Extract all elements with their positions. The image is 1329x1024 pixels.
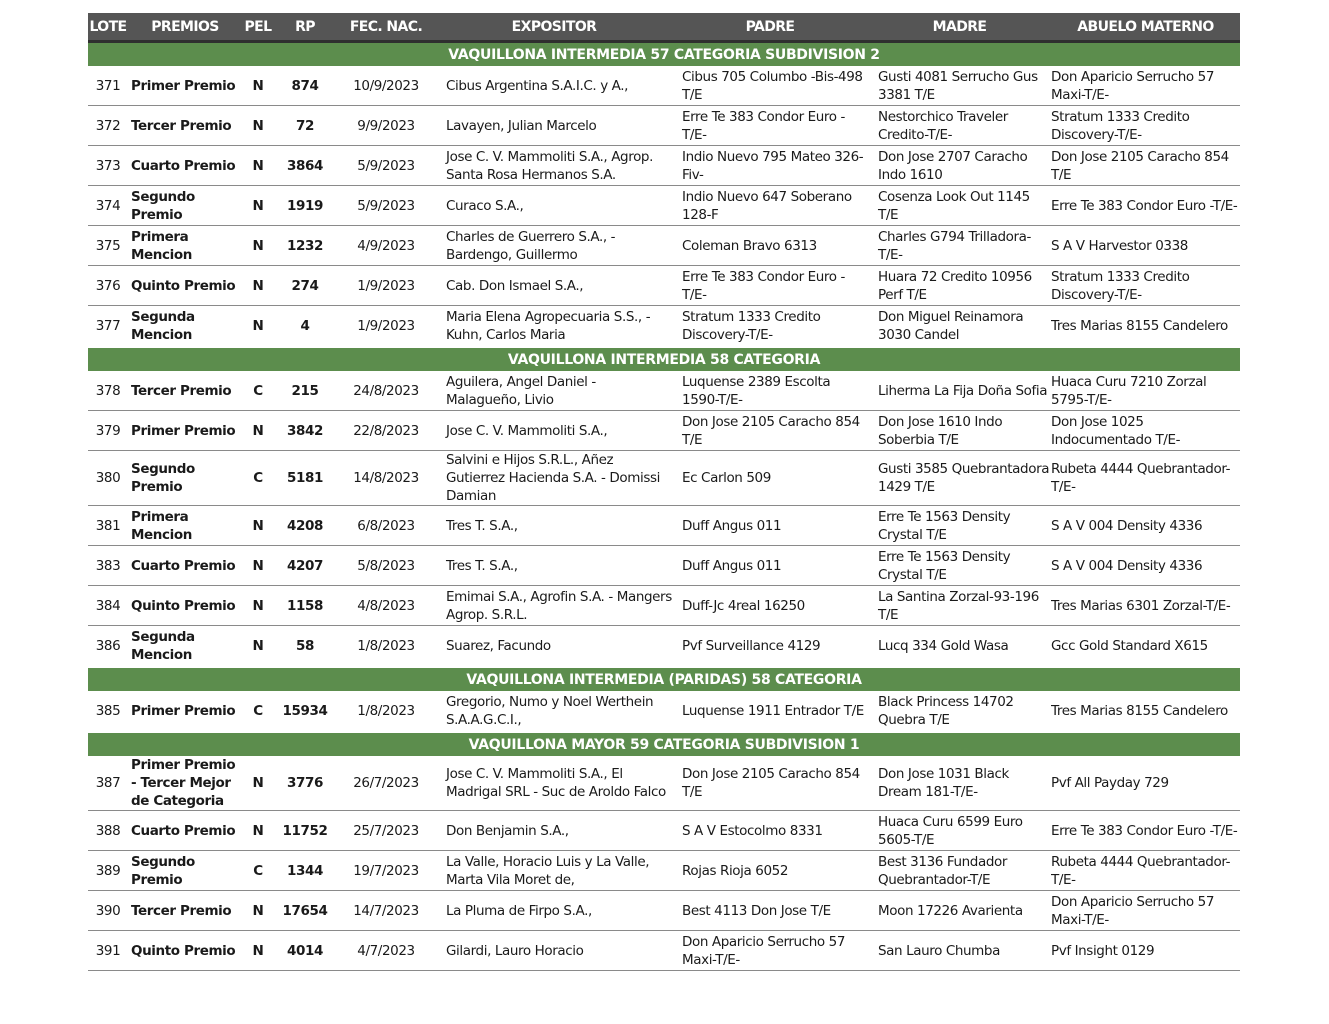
rp-cell: 17654 [274, 891, 336, 931]
abuelo-materno-cell: Erre Te 383 Condor Euro -T/E- [1051, 811, 1240, 851]
premio-cell: Tercer Premio [128, 106, 242, 146]
section-header-row [88, 732, 1240, 757]
fecha-nacimiento-cell: 25/7/2023 [336, 811, 436, 851]
padre-cell: Rojas Rioja 6052 [672, 851, 868, 891]
rp-cell: 274 [274, 266, 336, 306]
pel-cell: N [242, 306, 274, 347]
expositor-cell: Cibus Argentina S.A.I.C. y A., [436, 66, 672, 106]
lote-cell: 373 [88, 146, 128, 186]
padre-cell: Stratum 1333 Credito Discovery-T/E- [672, 306, 868, 347]
pel-cell: N [242, 106, 274, 146]
rp-cell: 15934 [274, 691, 336, 732]
pel-cell: N [242, 626, 274, 667]
lote-cell: 378 [88, 371, 128, 411]
abuelo-materno-cell: S A V 004 Density 4336 [1051, 506, 1240, 546]
pel-cell: N [242, 66, 274, 106]
padre-cell: Luquense 1911 Entrador T/E [672, 691, 868, 732]
madre-cell: Gusti 3585 Quebrantadora 1429 T/E [868, 451, 1051, 506]
expositor-cell: Aguilera, Angel Daniel - Malagueño, Livio [436, 371, 672, 411]
abuelo-materno-cell: Stratum 1333 Credito Discovery-T/E- [1051, 266, 1240, 306]
header-abuelo-materno[interactable]: ABUELO MATERNO [1051, 13, 1240, 42]
table-row[interactable] [88, 266, 1240, 306]
rp-cell: 4014 [274, 931, 336, 971]
rp-cell: 1344 [274, 851, 336, 891]
pel-cell: N [242, 931, 274, 971]
header-padre[interactable]: PADRE [672, 13, 868, 42]
header-lote[interactable]: LOTE [88, 13, 128, 42]
rp-cell: 3842 [274, 411, 336, 451]
rp-cell: 3776 [274, 756, 336, 811]
table-row[interactable] [88, 811, 1240, 851]
expositor-cell: Cab. Don Ismael S.A., [436, 266, 672, 306]
madre-cell: Don Jose 1610 Indo Soberbia T/E [868, 411, 1051, 451]
padre-cell: Erre Te 383 Condor Euro -T/E- [672, 106, 868, 146]
padre-cell: Cibus 705 Columbo -Bis-498 T/E [672, 66, 868, 106]
expositor-cell: Tres T. S.A., [436, 506, 672, 546]
lote-cell: 387 [88, 756, 128, 811]
madre-cell: Nestorchico Traveler Credito-T/E- [868, 106, 1051, 146]
padre-cell: Duff-Jc 4real 16250 [672, 586, 868, 626]
premio-cell: Primer Premio [128, 411, 242, 451]
premio-cell: Cuarto Premio [128, 811, 242, 851]
premio-cell: Primer Premio [128, 66, 242, 106]
rp-cell: 1919 [274, 186, 336, 226]
abuelo-materno-cell: S A V Harvestor 0338 [1051, 226, 1240, 266]
rp-cell: 72 [274, 106, 336, 146]
table-row[interactable] [88, 451, 1240, 506]
premio-cell: Primera Mencion [128, 226, 242, 266]
padre-cell: Erre Te 383 Condor Euro -T/E- [672, 266, 868, 306]
premio-cell: Primera Mencion [128, 506, 242, 546]
padre-cell: Ec Carlon 509 [672, 451, 868, 506]
section-title: VAQUILLONA INTERMEDIA 57 CATEGORIA SUBDIVISION 2 [88, 42, 1240, 67]
rp-cell: 1232 [274, 226, 336, 266]
expositor-cell: La Pluma de Firpo S.A., [436, 891, 672, 931]
expositor-cell: Gregorio, Numo y Noel Werthein S.A.A.G.C.I., [436, 691, 672, 732]
lote-cell: 385 [88, 691, 128, 732]
premio-cell: Quinto Premio [128, 931, 242, 971]
madre-cell: Don Jose 1031 Black Dream 181-T/E- [868, 756, 1051, 811]
abuelo-materno-cell: Stratum 1333 Credito Discovery-T/E- [1051, 106, 1240, 146]
expositor-cell: Suarez, Facundo [436, 626, 672, 667]
fecha-nacimiento-cell: 4/8/2023 [336, 586, 436, 626]
table-row[interactable] [88, 506, 1240, 546]
table-body [88, 42, 1240, 971]
premio-cell: Cuarto Premio [128, 546, 242, 586]
rp-cell: 4207 [274, 546, 336, 586]
expositor-cell: Emimai S.A., Agrofin S.A. - Mangers Agrop. S.R.L. [436, 586, 672, 626]
abuelo-materno-cell: Don Aparicio Serrucho 57 Maxi-T/E- [1051, 891, 1240, 931]
padre-cell: S A V Estocolmo 8331 [672, 811, 868, 851]
fecha-nacimiento-cell: 24/8/2023 [336, 371, 436, 411]
madre-cell: Don Miguel Reinamora 3030 Candel [868, 306, 1051, 347]
header-row [88, 13, 1240, 42]
header-madre[interactable]: MADRE [868, 13, 1051, 42]
lote-cell: 380 [88, 451, 128, 506]
lote-cell: 371 [88, 66, 128, 106]
fecha-nacimiento-cell: 5/8/2023 [336, 546, 436, 586]
table-row[interactable] [88, 146, 1240, 186]
fecha-nacimiento-cell: 26/7/2023 [336, 756, 436, 811]
expositor-cell: Salvini e Hijos S.R.L., Añez Gutierrez Hacienda S.A. - Domissi Damian [436, 451, 672, 506]
fecha-nacimiento-cell: 1/8/2023 [336, 691, 436, 732]
premio-cell: Tercer Premio [128, 371, 242, 411]
fecha-nacimiento-cell: 22/8/2023 [336, 411, 436, 451]
rp-cell: 58 [274, 626, 336, 667]
header-pel[interactable]: PEL [242, 13, 274, 42]
header-expositor[interactable]: EXPOSITOR [436, 13, 672, 42]
table-row[interactable] [88, 586, 1240, 626]
fecha-nacimiento-cell: 9/9/2023 [336, 106, 436, 146]
padre-cell: Best 4113 Don Jose T/E [672, 891, 868, 931]
header-fec-nac[interactable]: FEC. NAC. [336, 13, 436, 42]
padre-cell: Duff Angus 011 [672, 506, 868, 546]
fecha-nacimiento-cell: 4/7/2023 [336, 931, 436, 971]
padre-cell: Luquense 2389 Escolta 1590-T/E- [672, 371, 868, 411]
madre-cell: Huaca Curu 6599 Euro 5605-T/E [868, 811, 1051, 851]
fecha-nacimiento-cell: 14/8/2023 [336, 451, 436, 506]
pel-cell: C [242, 691, 274, 732]
section-title: VAQUILLONA INTERMEDIA 58 CATEGORIA [88, 347, 1240, 372]
section-header-row [88, 347, 1240, 372]
table-row[interactable] [88, 891, 1240, 931]
rp-cell: 5181 [274, 451, 336, 506]
fecha-nacimiento-cell: 5/9/2023 [336, 146, 436, 186]
premio-cell: Quinto Premio [128, 586, 242, 626]
madre-cell: Lucq 334 Gold Wasa [868, 626, 1051, 667]
madre-cell: La Santina Zorzal-93-196 T/E [868, 586, 1051, 626]
rp-cell: 215 [274, 371, 336, 411]
madre-cell: Huara 72 Credito 10956 Perf T/E [868, 266, 1051, 306]
fecha-nacimiento-cell: 19/7/2023 [336, 851, 436, 891]
madre-cell: Black Princess 14702 Quebra T/E [868, 691, 1051, 732]
fecha-nacimiento-cell: 1/9/2023 [336, 266, 436, 306]
pel-cell: N [242, 756, 274, 811]
madre-cell: Liherma La Fija Doña Sofia [868, 371, 1051, 411]
abuelo-materno-cell: Huaca Curu 7210 Zorzal 5795-T/E- [1051, 371, 1240, 411]
fecha-nacimiento-cell: 10/9/2023 [336, 66, 436, 106]
rp-cell: 3864 [274, 146, 336, 186]
table-row[interactable] [88, 186, 1240, 226]
premio-cell: Segundo Premio [128, 851, 242, 891]
pel-cell: N [242, 586, 274, 626]
pel-cell: N [242, 506, 274, 546]
lote-cell: 389 [88, 851, 128, 891]
pel-cell: N [242, 146, 274, 186]
madre-cell: San Lauro Chumba [868, 931, 1051, 971]
premio-cell: Primer Premio - Tercer Mejor de Categoria [128, 756, 242, 811]
pel-cell: C [242, 371, 274, 411]
table-row[interactable] [88, 691, 1240, 732]
rp-cell: 1158 [274, 586, 336, 626]
table-row[interactable] [88, 66, 1240, 106]
pel-cell: C [242, 851, 274, 891]
table-row[interactable] [88, 546, 1240, 586]
madre-cell: Best 3136 Fundador Quebrantador-T/E [868, 851, 1051, 891]
pel-cell: N [242, 411, 274, 451]
expositor-cell: La Valle, Horacio Luis y La Valle, Marta Vila Moret de, [436, 851, 672, 891]
premio-cell: Quinto Premio [128, 266, 242, 306]
padre-cell: Pvf Surveillance 4129 [672, 626, 868, 667]
expositor-cell: Jose C. V. Mammoliti S.A., [436, 411, 672, 451]
pel-cell: N [242, 186, 274, 226]
expositor-cell: Don Benjamin S.A., [436, 811, 672, 851]
table-row[interactable] [88, 371, 1240, 411]
section-title: VAQUILLONA MAYOR 59 CATEGORIA SUBDIVISION 1 [88, 732, 1240, 757]
expositor-cell: Tres T. S.A., [436, 546, 672, 586]
premio-cell: Segundo Premio [128, 451, 242, 506]
lote-cell: 379 [88, 411, 128, 451]
padre-cell: Indio Nuevo 647 Soberano 128-F [672, 186, 868, 226]
fecha-nacimiento-cell: 14/7/2023 [336, 891, 436, 931]
premio-cell: Cuarto Premio [128, 146, 242, 186]
padre-cell: Don Jose 2105 Caracho 854 T/E [672, 411, 868, 451]
madre-cell: Cosenza Look Out 1145 T/E [868, 186, 1051, 226]
madre-cell: Don Jose 2707 Caracho Indo 1610 [868, 146, 1051, 186]
expositor-cell: Charles de Guerrero S.A., - Bardengo, Guillermo [436, 226, 672, 266]
abuelo-materno-cell: Rubeta 4444 Quebrantador-T/E- [1051, 851, 1240, 891]
fecha-nacimiento-cell: 1/8/2023 [336, 626, 436, 667]
table-row[interactable] [88, 226, 1240, 266]
table-row[interactable] [88, 306, 1240, 347]
pel-cell: C [242, 451, 274, 506]
abuelo-materno-cell: Don Jose 2105 Caracho 854 T/E [1051, 146, 1240, 186]
lote-cell: 374 [88, 186, 128, 226]
fecha-nacimiento-cell: 1/9/2023 [336, 306, 436, 347]
lote-cell: 386 [88, 626, 128, 667]
pel-cell: N [242, 811, 274, 851]
madre-cell: Gusti 4081 Serrucho Gus 3381 T/E [868, 66, 1051, 106]
pel-cell: N [242, 226, 274, 266]
header-premios[interactable]: PREMIOS [128, 13, 242, 42]
lote-cell: 372 [88, 106, 128, 146]
premio-cell: Tercer Premio [128, 891, 242, 931]
results-table [88, 13, 1240, 971]
fecha-nacimiento-cell: 5/9/2023 [336, 186, 436, 226]
table-row[interactable] [88, 851, 1240, 891]
pel-cell: N [242, 546, 274, 586]
abuelo-materno-cell: Pvf Insight 0129 [1051, 931, 1240, 971]
section-title: VAQUILLONA INTERMEDIA (PARIDAS) 58 CATEGORIA [88, 667, 1240, 692]
lote-cell: 391 [88, 931, 128, 971]
abuelo-materno-cell: Tres Marias 6301 Zorzal-T/E- [1051, 586, 1240, 626]
lote-cell: 377 [88, 306, 128, 347]
lote-cell: 390 [88, 891, 128, 931]
section-header-row [88, 42, 1240, 67]
expositor-cell: Jose C. V. Mammoliti S.A., Agrop. Santa Rosa Hermanos S.A. [436, 146, 672, 186]
expositor-cell: Jose C. V. Mammoliti S.A., El Madrigal SRL - Suc de Aroldo Falco [436, 756, 672, 811]
lote-cell: 384 [88, 586, 128, 626]
abuelo-materno-cell: S A V 004 Density 4336 [1051, 546, 1240, 586]
padre-cell: Don Aparicio Serrucho 57 Maxi-T/E- [672, 931, 868, 971]
expositor-cell: Maria Elena Agropecuaria S.S., - Kuhn, Carlos Maria [436, 306, 672, 347]
padre-cell: Duff Angus 011 [672, 546, 868, 586]
abuelo-materno-cell: Gcc Gold Standard X615 [1051, 626, 1240, 667]
lote-cell: 383 [88, 546, 128, 586]
header-rp[interactable]: RP [274, 13, 336, 42]
madre-cell: Moon 17226 Avarienta [868, 891, 1051, 931]
pel-cell: N [242, 266, 274, 306]
table-row[interactable] [88, 756, 1240, 811]
abuelo-materno-cell: Don Aparicio Serrucho 57 Maxi-T/E- [1051, 66, 1240, 106]
rp-cell: 4 [274, 306, 336, 347]
abuelo-materno-cell: Rubeta 4444 Quebrantador-T/E- [1051, 451, 1240, 506]
padre-cell: Indio Nuevo 795 Mateo 326-Fiv- [672, 146, 868, 186]
table-row[interactable] [88, 626, 1240, 667]
results-table-container [88, 13, 1240, 971]
madre-cell: Charles G794 Trilladora-T/E- [868, 226, 1051, 266]
expositor-cell: Gilardi, Lauro Horacio [436, 931, 672, 971]
premio-cell: Primer Premio [128, 691, 242, 732]
table-row[interactable] [88, 411, 1240, 451]
rp-cell: 4208 [274, 506, 336, 546]
abuelo-materno-cell: Pvf All Payday 729 [1051, 756, 1240, 811]
pel-cell: N [242, 891, 274, 931]
lote-cell: 375 [88, 226, 128, 266]
premio-cell: Segunda Mencion [128, 306, 242, 347]
madre-cell: Erre Te 1563 Density Crystal T/E [868, 506, 1051, 546]
lote-cell: 381 [88, 506, 128, 546]
abuelo-materno-cell: Erre Te 383 Condor Euro -T/E- [1051, 186, 1240, 226]
lote-cell: 376 [88, 266, 128, 306]
expositor-cell: Lavayen, Julian Marcelo [436, 106, 672, 146]
premio-cell: Segundo Premio [128, 186, 242, 226]
abuelo-materno-cell: Don Jose 1025 Indocumentado T/E- [1051, 411, 1240, 451]
premio-cell: Segunda Mencion [128, 626, 242, 667]
abuelo-materno-cell: Tres Marias 8155 Candelero [1051, 306, 1240, 347]
table-row[interactable] [88, 106, 1240, 146]
table-row[interactable] [88, 931, 1240, 971]
madre-cell: Erre Te 1563 Density Crystal T/E [868, 546, 1051, 586]
padre-cell: Don Jose 2105 Caracho 854 T/E [672, 756, 868, 811]
padre-cell: Coleman Bravo 6313 [672, 226, 868, 266]
section-header-row [88, 667, 1240, 692]
rp-cell: 11752 [274, 811, 336, 851]
expositor-cell: Curaco S.A., [436, 186, 672, 226]
fecha-nacimiento-cell: 6/8/2023 [336, 506, 436, 546]
fecha-nacimiento-cell: 4/9/2023 [336, 226, 436, 266]
lote-cell: 388 [88, 811, 128, 851]
rp-cell: 874 [274, 66, 336, 106]
abuelo-materno-cell: Tres Marias 8155 Candelero [1051, 691, 1240, 732]
